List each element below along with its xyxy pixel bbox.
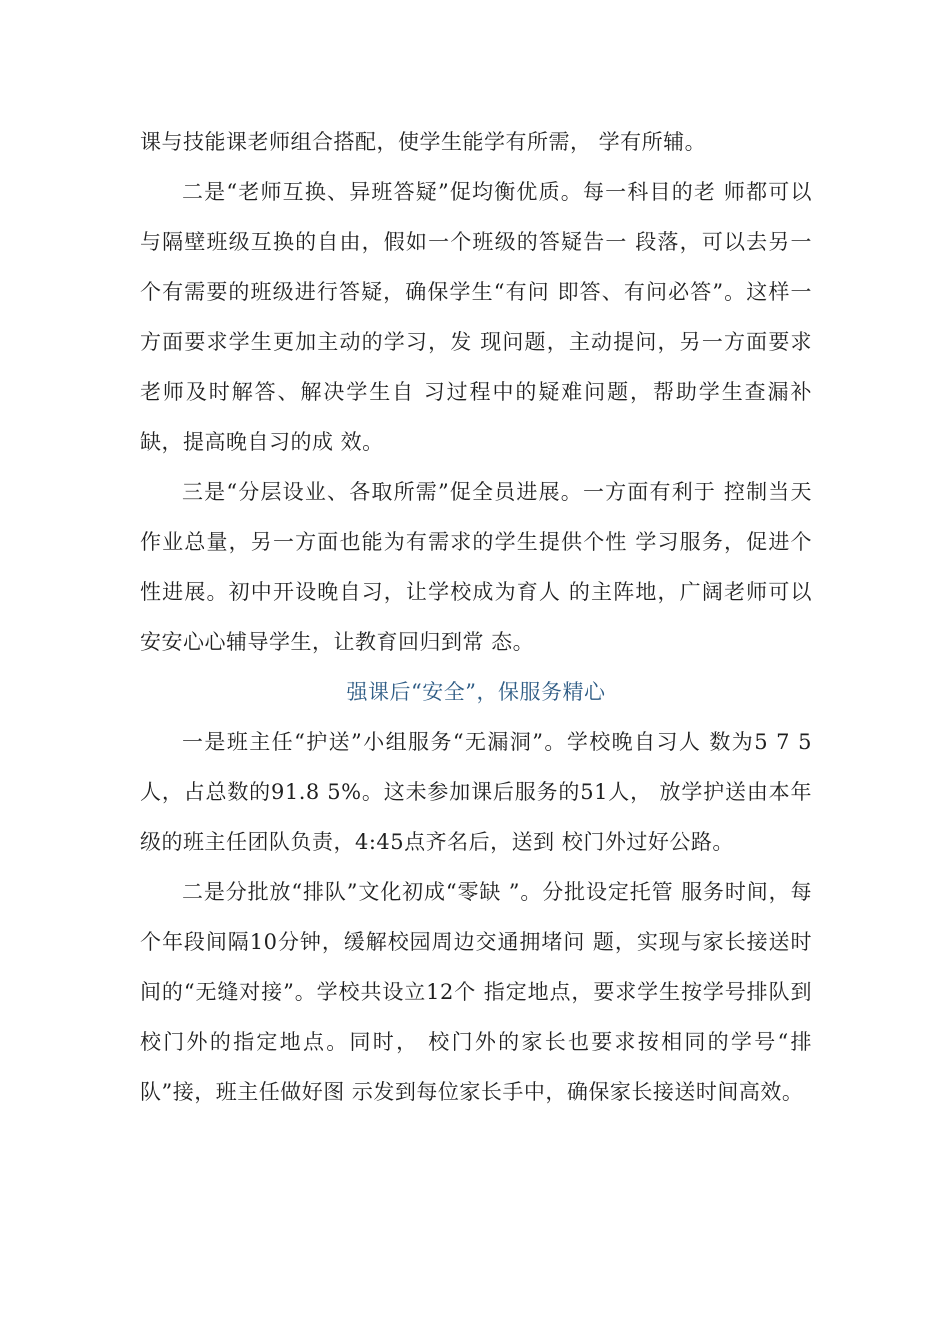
section-heading: 强课后“安全”，保服务精心 (346, 680, 606, 704)
document-page (140, 117, 812, 1117)
paragraph-1: 课与技能课老师组合搭配，使学生能学有所需， 学有所辅。 (140, 130, 707, 154)
paragraph-2: 二是“老师互换、异班答疑”促均衡优质。每一科目的老 师都可以与隔壁班级互换的自由，假如一个班级的答疑告一 段落，可以去另一个有需要的班级进行答疑，确保学生“有问 即答、有问必答”。这样一方面要求学生更加主动的学习，发 现问题，主动提问，另一方面要求老师及时解答、解决学生自 习过程中的疑难问题，帮助学生查漏补缺，提高晚自习的成 效。 (140, 180, 812, 454)
paragraph-3: 三是“分层设业、各取所需”促全员进展。一方面有利于 控制当天作业总量，另一方面也能为有需求的学生提供个性 学习服务，促进个性进展。初中开设晚自习，让学校成为育人 的主阵地，广阔老师可以安安心心辅导学生，让教育回归到常 态。 (140, 480, 812, 654)
paragraph-4: 一是班主任“护送”小组服务“无漏洞”。学校晚自习人 数为5 7 5人，占总数的91.8 5%。这未参加课后服务的51人， 放学护送由本年级的班主任团队负责，4:45点齐名后，送到 校门外过好公路。 (140, 730, 812, 854)
paragraph-5: 二是分批放“排队”文化初成“零缺 ”。分批设定托管 服务时间，每个年段间隔10分钟，缓解校园周边交通拥堵问 题，实现与家长接送时间的“无缝对接”。学校共设立12个 指定地点，要求学生按学号排队到校门外的指定地点。同时， 校门外的家长也要求按相同的学号“排队”接，班主任做好图 示发到每位家长手中，确保家长接送时间高效。 (140, 880, 812, 1104)
